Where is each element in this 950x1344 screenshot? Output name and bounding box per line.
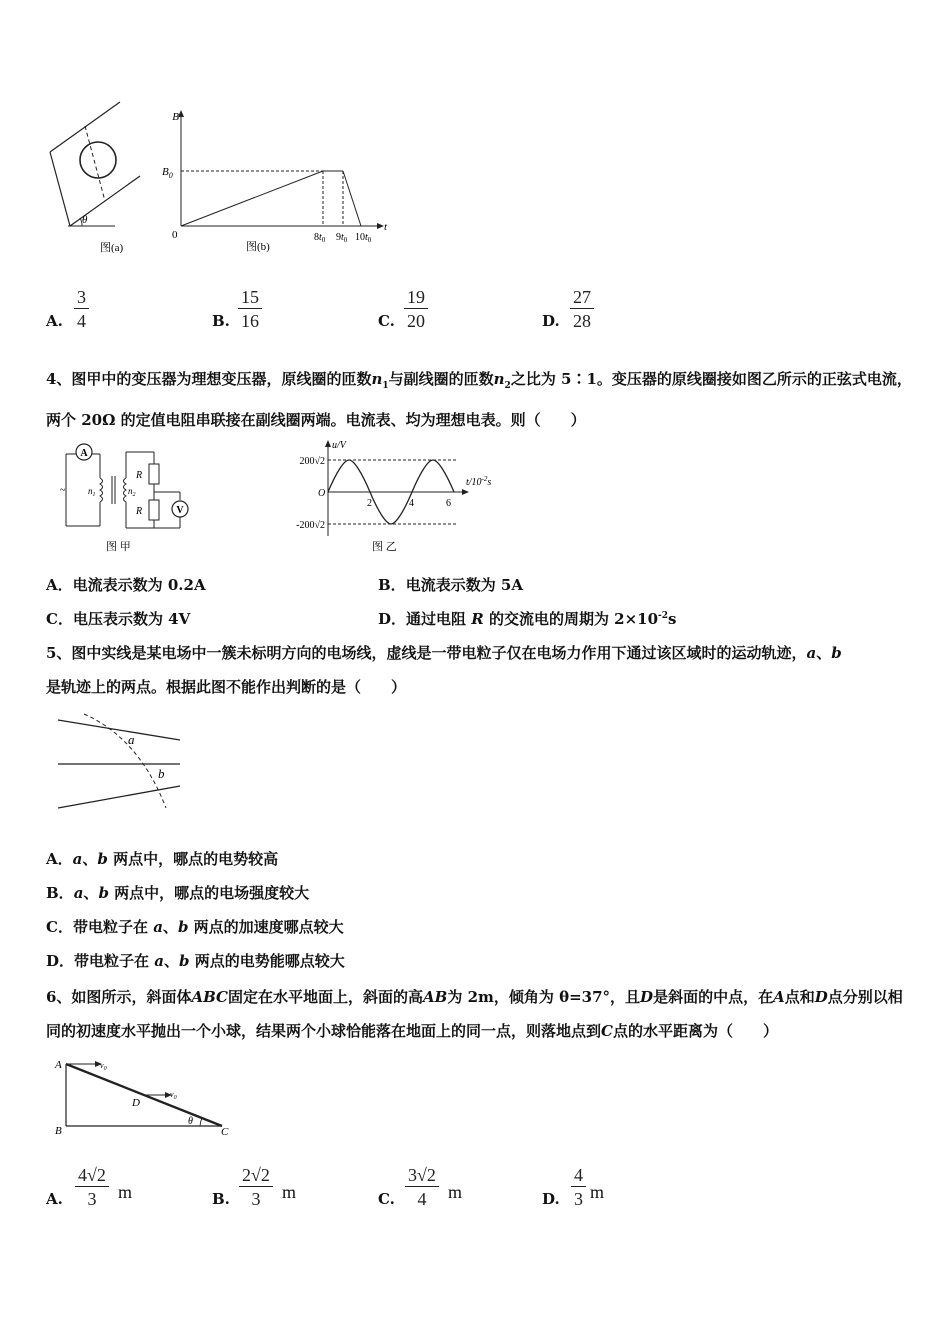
q3-option-a[interactable]: A. <box>46 312 63 330</box>
q4-n2-label: $n_2$ <box>128 486 136 498</box>
q3-option-b[interactable]: B. <box>212 312 230 330</box>
q6-option-b[interactable]: B. <box>212 1190 230 1208</box>
q6-option-b-unit: m <box>282 1182 297 1202</box>
q4-n1-label: $n_1$ <box>88 486 96 498</box>
q3-figure-b <box>158 104 398 256</box>
q5-option-d[interactable]: D．带电粒子在 a、b 两点的电势能哪点较大 <box>46 952 345 970</box>
q3-fig-b-caption: 图(b) <box>246 241 270 253</box>
q3-x-axis-label: t <box>384 221 388 233</box>
q4-ammeter-label: A <box>80 448 88 459</box>
q6-theta: θ <box>188 1116 193 1127</box>
q6-label-b: B <box>55 1125 62 1137</box>
q4-y-max: 200√2 <box>299 456 325 467</box>
q3-option-b-fraction: $\frac{15}{16}$ <box>238 286 262 333</box>
q3-b0-label: $B_0$ <box>162 166 173 180</box>
q4-figure-yi <box>288 436 508 556</box>
q4-stem: 4、图甲中的变压器为理想变压器，原线圈的匝数$n_1$与副线圈的匝数$n_2$之比为 5∶1。变压器的原线圈接如图乙所示的正弦式电流，两个 20Ω 的定值电阻串联接在副线圈两端。电流表、均为理想电表。则（ ） <box>46 370 912 429</box>
q4-fig-yi-caption: 图 乙 <box>372 541 397 553</box>
q5-point-a: a <box>128 732 135 747</box>
q3-option-c[interactable]: C. <box>378 312 395 330</box>
q4-tick-2: 2 <box>367 498 372 509</box>
q6-option-c-fraction: $\frac{3√2}{4}$ <box>405 1164 439 1211</box>
q3-tick-9t0: $9t_0$ <box>336 232 348 244</box>
q4-source-label: ~ <box>60 485 66 496</box>
q6-label-c: C <box>221 1126 229 1138</box>
q6-label-d: D <box>132 1097 140 1109</box>
q6-option-c-unit: m <box>448 1182 463 1202</box>
q3-angle-label: θ <box>82 214 88 226</box>
q5-option-c[interactable]: C．带电粒子在 a、b 两点的加速度哪点较大 <box>46 918 344 936</box>
q5-option-a[interactable]: A．a、b 两点中，哪点的电势较高 <box>46 850 279 868</box>
q6-label-a: A <box>55 1059 62 1071</box>
q4-fig-jia-caption: 图 甲 <box>106 541 131 553</box>
q6-option-d-unit: m <box>590 1182 605 1202</box>
q3-option-d[interactable]: D. <box>542 312 560 330</box>
q4-r2-label: R <box>136 506 143 517</box>
q5-option-b[interactable]: B．a、b 两点中，哪点的电场强度较大 <box>46 884 310 902</box>
q4-option-d[interactable]: D．通过电阻 R 的交流电的周期为 $2\times 10^{-2}s$ <box>378 610 677 628</box>
q6-v0-label-a: $v_0$ <box>100 1061 107 1072</box>
q6-option-a-unit: m <box>118 1182 133 1202</box>
q4-figure-jia <box>54 438 204 556</box>
q4-tick-6: 6 <box>446 498 451 509</box>
q6-option-d[interactable]: D. <box>542 1190 560 1208</box>
q3-fig-a-caption: 图(a) <box>100 242 124 254</box>
q4-y-axis-label: u/V <box>332 440 346 451</box>
q6-v0-label-d: $v_0$ <box>170 1090 177 1101</box>
q4-voltmeter-label: V <box>176 505 184 516</box>
q6-option-c[interactable]: C. <box>378 1190 395 1208</box>
q4-origin: O <box>318 488 326 499</box>
q3-origin: 0 <box>172 229 178 241</box>
q3-figure-a <box>40 96 160 258</box>
q6-option-a[interactable]: A. <box>46 1190 63 1208</box>
q6-stem: 6、如图所示，斜面体ABC固定在水平地面上，斜面的高AB为 2m，倾角为 θ=37°，且D是斜面的中点，在A点和D点分别以相同的初速度水平抛出一个小球，结果两个小球恰能落在地面上的同一点，则落地点到C点的水平距离为（ ） <box>46 988 903 1040</box>
q3-tick-10t0: $10t_0$ <box>355 232 372 244</box>
q3-y-axis-label: B <box>172 111 179 123</box>
q4-option-c[interactable]: C．电压表示数为 4V <box>46 610 191 628</box>
q3-option-d-fraction: $\frac{27}{28}$ <box>570 286 594 333</box>
q6-option-d-fraction: $\frac{4}{3}$ <box>571 1164 586 1211</box>
q3-option-a-fraction: $\frac{3}{4}$ <box>74 286 89 333</box>
q4-y-min: -200√2 <box>296 520 325 531</box>
q6-option-a-fraction: $\frac{4√2}{3}$ <box>75 1164 109 1211</box>
q4-x-axis-label: $t/10^{-2}s$ <box>466 475 492 488</box>
q4-r1-label: R <box>136 470 143 481</box>
q4-tick-4: 4 <box>409 498 414 509</box>
q4-option-b[interactable]: B．电流表示数为 5A <box>378 576 523 594</box>
q6-figure <box>50 1056 240 1140</box>
q5-stem: 5、图中实线是某电场中一簇未标明方向的电场线，虚线是一带电粒子仅在电场力作用下通过该区域时的运动轨迹，a、b 是轨迹上的两点。根据此图不能作出判断的是（ ） <box>46 644 842 696</box>
q4-option-a[interactable]: A．电流表示数为 0.2A <box>46 576 206 594</box>
q3-tick-8t0: $8t_0$ <box>314 232 326 244</box>
q5-figure <box>54 708 194 820</box>
q6-option-b-fraction: $\frac{2√2}{3}$ <box>239 1164 273 1211</box>
q3-option-c-fraction: $\frac{19}{20}$ <box>404 286 428 333</box>
q5-point-b: b <box>158 766 165 781</box>
